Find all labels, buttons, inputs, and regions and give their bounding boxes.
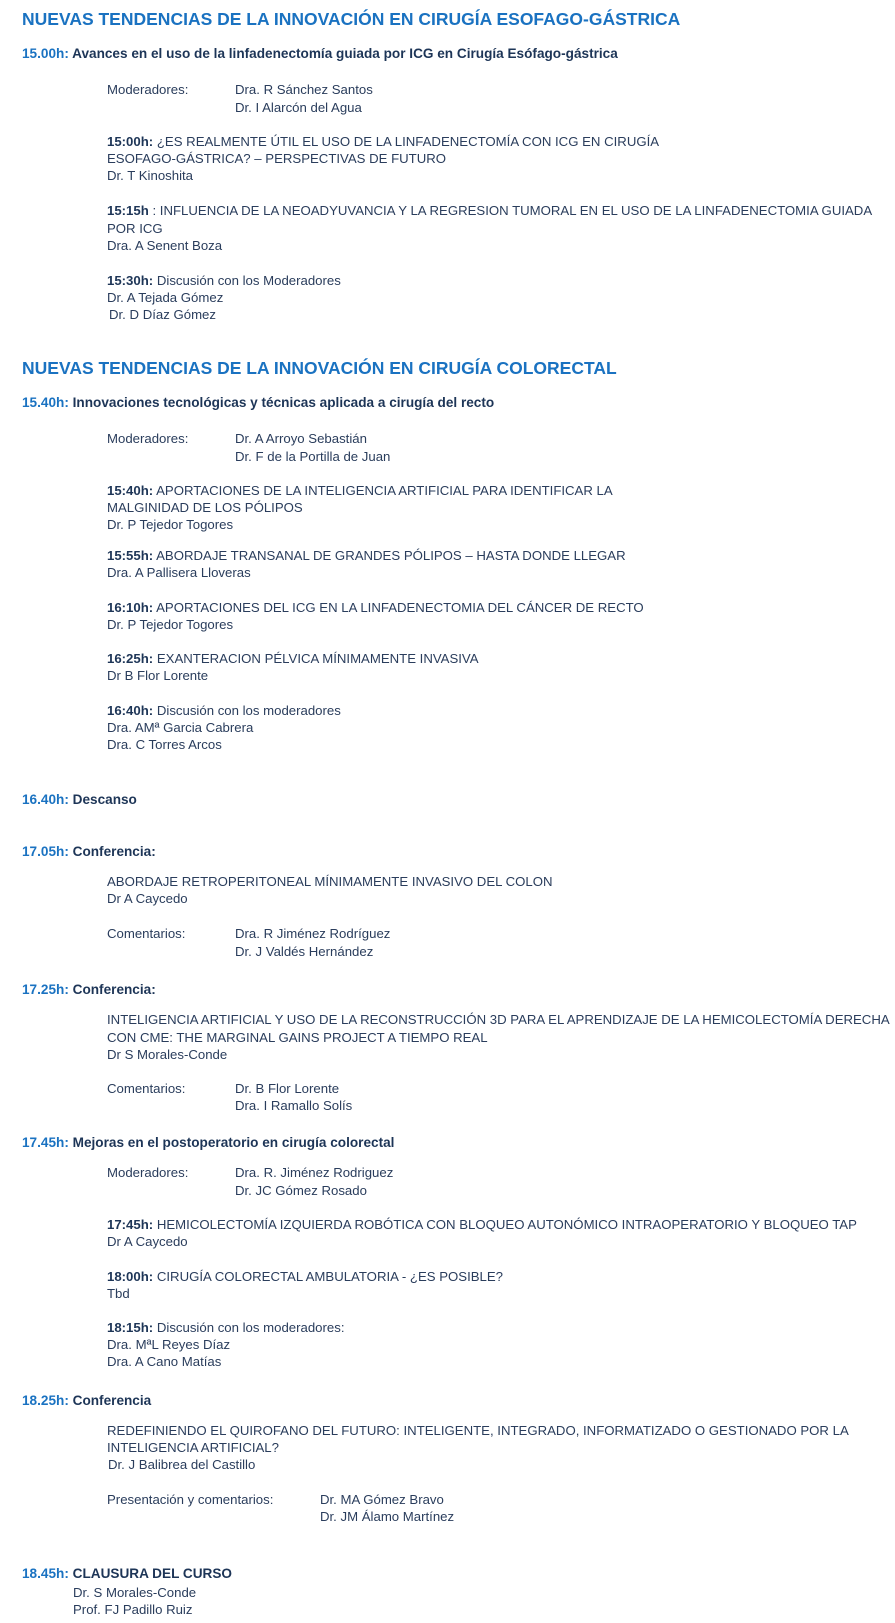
- talk-line: [107, 650, 479, 667]
- session-heading: [22, 1134, 394, 1152]
- text-line: [107, 1011, 890, 1028]
- text-line: [107, 1439, 279, 1456]
- text-line: [73, 1601, 192, 1618]
- line-text: Tbd: [107, 1286, 130, 1301]
- line-text: Discusión con los moderadores: [156, 703, 341, 718]
- talk-time: 15:30h:: [107, 273, 154, 288]
- session-title: Avances en el uso de la linfadenectomía guiada por ICG en Cirugía Esófago-gástrica: [68, 46, 618, 61]
- talk-line: [107, 133, 659, 150]
- text-line: [107, 516, 233, 533]
- line-text: CON CME: THE MARGINAL GAINS PROJECT A TIEMPO REAL: [107, 1030, 488, 1045]
- session-heading: [22, 981, 156, 999]
- section-esofago: NUEVAS TENDENCIAS DE LA INNOVACIÓN EN CIRUGÍA ESOFAGO-GÁSTRICA: [22, 9, 681, 29]
- session-heading: [22, 791, 137, 809]
- session-heading: [22, 394, 494, 412]
- line-text: REDEFINIENDO EL QUIROFANO DEL FUTURO: INTELIGENTE, INTEGRADO, INFORMATIZADO O GESTIONADO POR LA: [107, 1423, 849, 1438]
- line-text: Comentarios:: [107, 1081, 186, 1096]
- text-line: [107, 616, 233, 633]
- text-line: [73, 1584, 196, 1601]
- line-text: : INFLUENCIA DE LA NEOADYUVANCIA Y LA REGRESION TUMORAL EN EL USO DE LA LINFADENECTOMIA GUIADA: [152, 203, 873, 218]
- text-line: [235, 81, 373, 98]
- text-line: [107, 1046, 227, 1063]
- line-text: Dr. A Tejada Gómez: [107, 290, 224, 305]
- line-text: Dra. R Sánchez Santos: [235, 82, 373, 97]
- text-line: [320, 1491, 444, 1508]
- text-line: [107, 1336, 230, 1353]
- line-text: Dr. MA Gómez Bravo: [320, 1492, 444, 1507]
- text-line: [107, 736, 222, 753]
- session-title: Conferencia:: [68, 982, 156, 997]
- line-text: Prof. FJ Padillo Ruiz: [73, 1602, 193, 1617]
- line-text: Dr. I Alarcón del Agua: [235, 100, 362, 115]
- text-line: [107, 1285, 130, 1302]
- talk-time: 16:40h:: [107, 703, 154, 718]
- text-line: [107, 430, 188, 447]
- line-text: ¿ES REALMENTE ÚTIL EL USO DE LA LINFADENECTOMÍA CON ICG EN CIRUGÍA: [156, 134, 660, 149]
- talk-time: 16:10h:: [107, 600, 154, 615]
- text-line: [107, 1029, 488, 1046]
- talk-line: [107, 702, 341, 719]
- line-text: Moderadores:: [107, 1165, 189, 1180]
- line-text: Dra. AMª Garcia Cabrera: [107, 720, 254, 735]
- text-line: [235, 99, 362, 116]
- text-line: [107, 667, 208, 684]
- text-line: [107, 237, 222, 254]
- session-title: Descanso: [68, 792, 137, 807]
- line-text: Dra. C Torres Arcos: [107, 737, 222, 752]
- text-line: [107, 220, 163, 237]
- text-line: [235, 1080, 339, 1097]
- line-text: Dr. A Arroyo Sebastián: [235, 431, 367, 446]
- session-time: 15.00h:: [22, 46, 69, 61]
- line-text: ABORDAJE TRANSANAL DE GRANDES PÓLIPOS – HASTA DONDE LLEGAR: [156, 548, 626, 563]
- text-line: [108, 1456, 255, 1473]
- talk-time: 15:40h:: [107, 483, 154, 498]
- line-text: Dr. P Tejedor Togores: [107, 617, 234, 632]
- line-text: EXANTERACION PÉLVICA MÍNIMAMENTE INVASIVA: [156, 651, 479, 666]
- line-text: Discusión con los moderadores:: [156, 1320, 345, 1335]
- text-line: [107, 873, 553, 890]
- talk-time: 15:55h:: [107, 548, 154, 563]
- text-line: [235, 943, 373, 960]
- line-text: Presentación y comentarios:: [107, 1492, 274, 1507]
- talk-time: 17:45h:: [107, 1217, 154, 1232]
- line-text: ESOFAGO-GÁSTRICA? – PERSPECTIVAS DE FUTURO: [107, 151, 447, 166]
- text-line: [235, 925, 390, 942]
- line-text: Dr. J Balibrea del Castillo: [108, 1457, 256, 1472]
- session-heading: [22, 843, 156, 861]
- talk-time: 15:15h: [107, 203, 149, 218]
- text-line: [107, 719, 253, 736]
- line-text: Dr. B Flor Lorente: [235, 1081, 340, 1096]
- text-line: [235, 1097, 352, 1114]
- session-heading: [22, 1565, 232, 1583]
- line-text: Dr. J Valdés Hernández: [235, 944, 374, 959]
- line-text: Dra. I Ramallo Solís: [235, 1098, 353, 1113]
- line-text: Comentarios:: [107, 926, 186, 941]
- text-line: [107, 1080, 185, 1097]
- line-text: APORTACIONES DE LA INTELIGENCIA ARTIFICIAL PARA IDENTIFICAR LA: [156, 483, 613, 498]
- talk-line: [107, 1268, 503, 1285]
- line-text: Dra. A Cano Matías: [107, 1354, 222, 1369]
- session-title: Mejoras en el postoperatorio en cirugía colorectal: [68, 1135, 395, 1150]
- line-text: Dr. T Kinoshita: [107, 168, 194, 183]
- line-text: Dr. JM Álamo Martínez: [320, 1509, 455, 1524]
- line-text: Dr. F de la Portilla de Juan: [235, 449, 391, 464]
- text-line: [107, 1353, 221, 1370]
- line-text: Dra. A Senent Boza: [107, 238, 223, 253]
- session-time: 17.25h:: [22, 982, 69, 997]
- talk-line: [107, 1216, 857, 1233]
- line-text: Dra. R. Jiménez Rodriguez: [235, 1165, 394, 1180]
- talk-line: [107, 482, 613, 499]
- text-line: [107, 150, 446, 167]
- session-title: CLAUSURA DEL CURSO: [68, 1566, 232, 1581]
- text-line: [107, 925, 185, 942]
- line-text: MALGINIDAD DE LOS PÓLIPOS: [107, 500, 303, 515]
- line-text: Dr. JC Gómez Rosado: [235, 1183, 367, 1198]
- line-text: Dra. A Pallisera Lloveras: [107, 565, 251, 580]
- session-title: Conferencia: [68, 1393, 152, 1408]
- line-text: Dr. P Tejedor Togores: [107, 517, 234, 532]
- talk-time: 16:25h:: [107, 651, 154, 666]
- text-line: [107, 167, 193, 184]
- text-line: [107, 1422, 849, 1439]
- talk-time: 18:00h:: [107, 1269, 154, 1284]
- text-line: [235, 430, 367, 447]
- line-text: INTELIGENCIA ARTIFICIAL Y USO DE LA RECONSTRUCCIÓN 3D PARA EL APRENDIZAJE DE LA HEMICOLECTOMÍA DERECHA: [107, 1012, 890, 1027]
- line-text: INTELIGENCIA ARTIFICIAL?: [107, 1440, 279, 1455]
- line-text: HEMICOLECTOMÍA IZQUIERDA ROBÓTICA CON BLOQUEO AUTONÓMICO INTRAOPERATORIO Y BLOQUEO TAP: [156, 1217, 857, 1232]
- session-time: 17.45h:: [22, 1135, 69, 1150]
- session-time: 18.25h:: [22, 1393, 69, 1408]
- line-text: APORTACIONES DEL ICG EN LA LINFADENECTOMIA DEL CÁNCER DE RECTO: [156, 600, 644, 615]
- session-time: 16.40h:: [22, 792, 69, 807]
- text-line: [235, 1164, 393, 1181]
- text-line: [107, 1491, 273, 1508]
- line-text: Dr A Caycedo: [107, 891, 188, 906]
- session-heading: [22, 45, 618, 63]
- text-line: [109, 306, 216, 323]
- line-text: Dr. S Morales-Conde: [73, 1585, 197, 1600]
- text-line: [107, 81, 188, 98]
- text-line: [107, 890, 188, 907]
- session-time: 18.45h:: [22, 1566, 69, 1581]
- text-line: [320, 1508, 454, 1525]
- session-title: Conferencia:: [68, 844, 156, 859]
- line-text: Moderadores:: [107, 82, 189, 97]
- session-heading: [22, 1392, 151, 1410]
- line-text: Dra. R Jiménez Rodríguez: [235, 926, 391, 941]
- line-text: POR ICG: [107, 221, 163, 236]
- line-text: Dr A Caycedo: [107, 1234, 188, 1249]
- text-line: [235, 1182, 367, 1199]
- text-line: [107, 1233, 188, 1250]
- talk-line: [107, 547, 626, 564]
- text-line: [107, 289, 223, 306]
- line-text: Moderadores:: [107, 431, 189, 446]
- section-colorectal: NUEVAS TENDENCIAS DE LA INNOVACIÓN EN CIRUGÍA COLORECTAL: [22, 358, 617, 378]
- talk-line: [107, 599, 644, 616]
- session-time: 17.05h:: [22, 844, 69, 859]
- talk-line: [107, 272, 341, 289]
- line-text: Dr S Morales-Conde: [107, 1047, 228, 1062]
- line-text: Discusión con los Moderadores: [156, 273, 341, 288]
- line-text: Dra. MªL Reyes Díaz: [107, 1337, 231, 1352]
- talk-time: 18:15h:: [107, 1320, 154, 1335]
- text-line: [107, 1164, 188, 1181]
- text-line: [235, 448, 390, 465]
- session-title: Innovaciones tecnológicas y técnicas aplicada a cirugía del recto: [68, 395, 495, 410]
- line-text: CIRUGÍA COLORECTAL AMBULATORIA - ¿ES POSIBLE?: [156, 1269, 504, 1284]
- line-text: ABORDAJE RETROPERITONEAL MÍNIMAMENTE INVASIVO DEL COLON: [107, 874, 553, 889]
- line-text: Dr B Flor Lorente: [107, 668, 209, 683]
- text-line: [107, 564, 251, 581]
- talk-time: 15:00h:: [107, 134, 154, 149]
- talk-line: [107, 202, 872, 219]
- talk-line: [107, 1319, 345, 1336]
- session-time: 15.40h:: [22, 395, 69, 410]
- line-text: Dr. D Díaz Gómez: [109, 307, 216, 322]
- text-line: [107, 499, 303, 516]
